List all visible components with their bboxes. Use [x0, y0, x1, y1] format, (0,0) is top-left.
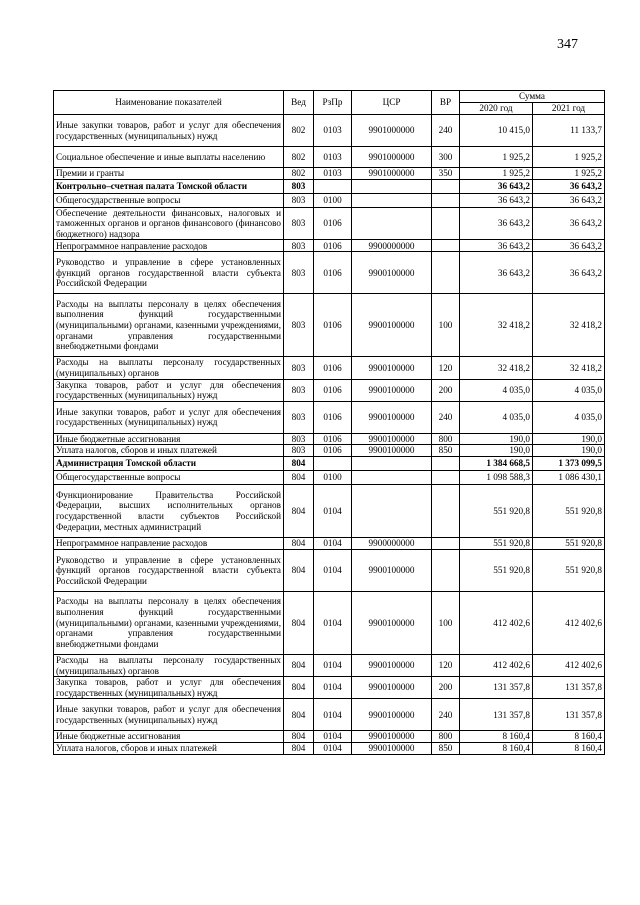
row-rzpr: 0104 — [314, 731, 352, 743]
row-vr — [432, 252, 460, 294]
row-sum-2020: 1 384 668,5 — [460, 456, 533, 470]
row-vr — [432, 207, 460, 240]
row-sum-2020: 551 920,8 — [460, 537, 533, 549]
row-csr: 9900100000 — [352, 294, 432, 357]
row-name: Администрация Томской области — [54, 456, 284, 470]
row-ved: 803 — [284, 207, 314, 240]
row-sum-2021: 32 418,2 — [533, 294, 605, 357]
row-sum-2020: 8 160,4 — [460, 742, 533, 754]
table-row — [54, 433, 605, 445]
table-row — [54, 654, 605, 676]
row-sum-2020: 1 098 588,3 — [460, 470, 533, 484]
row-sum-2021: 36 643,2 — [533, 179, 605, 193]
row-csr: 9900100000 — [352, 677, 432, 699]
row-sum-2021: 551 920,8 — [533, 484, 605, 537]
row-vr: 800 — [432, 433, 460, 445]
row-rzpr: 0104 — [314, 742, 352, 754]
row-ved: 802 — [284, 147, 314, 168]
row-rzpr — [314, 179, 352, 193]
row-sum-2021: 4 035,0 — [533, 401, 605, 433]
row-name: Общегосударственные вопросы — [54, 193, 284, 207]
row-rzpr: 0106 — [314, 379, 352, 401]
row-csr: 9900000000 — [352, 240, 432, 252]
row-sum-2021: 1 925,2 — [533, 147, 605, 168]
budget-table — [53, 90, 605, 755]
table-row — [54, 240, 605, 252]
row-sum-2021: 1 086 430,1 — [533, 470, 605, 484]
row-csr: 9901000000 — [352, 168, 432, 180]
row-csr — [352, 193, 432, 207]
row-vr: 350 — [432, 168, 460, 180]
row-vr: 200 — [432, 379, 460, 401]
row-vr: 200 — [432, 677, 460, 699]
row-ved: 804 — [284, 654, 314, 676]
row-rzpr: 0106 — [314, 445, 352, 457]
row-name: Обеспечение деятельности финансовых, налоговых и таможенных органов и органов финансового (финансово бюджетного) надзора — [54, 207, 284, 240]
table-row — [54, 147, 605, 168]
row-sum-2020: 551 920,8 — [460, 549, 533, 591]
row-vr: 800 — [432, 731, 460, 743]
row-name: Контрольно–счетная палата Томской области — [54, 179, 284, 193]
row-name: Расходы на выплаты персоналу в целях обеспечения выполнения функций государственными (муниципальными) органами, казенными учреждениями, органами управления государственными внебюджетными фондами — [54, 294, 284, 357]
table-body — [54, 115, 605, 755]
row-sum-2021: 36 643,2 — [533, 193, 605, 207]
row-sum-2020: 36 643,2 — [460, 207, 533, 240]
row-rzpr: 0106 — [314, 401, 352, 433]
row-sum-2021: 1 925,2 — [533, 168, 605, 180]
row-ved: 804 — [284, 484, 314, 537]
row-rzpr: 0104 — [314, 484, 352, 537]
row-vr — [432, 456, 460, 470]
row-ved: 803 — [284, 252, 314, 294]
row-ved: 803 — [284, 193, 314, 207]
row-rzpr: 0106 — [314, 240, 352, 252]
row-sum-2021: 190,0 — [533, 445, 605, 457]
row-vr: 100 — [432, 294, 460, 357]
row-csr: 9901000000 — [352, 147, 432, 168]
row-vr — [432, 193, 460, 207]
row-sum-2021: 8 160,4 — [533, 742, 605, 754]
row-name: Социальное обеспечение и иные выплаты населению — [54, 147, 284, 168]
row-ved: 803 — [284, 401, 314, 433]
header-sum: Сумма — [460, 91, 605, 103]
row-sum-2021: 131 357,8 — [533, 677, 605, 699]
row-name: Руководство и управление в сфере установленных функций органов государственной власти субъекта Российской Федерации — [54, 252, 284, 294]
row-vr — [432, 240, 460, 252]
row-ved: 803 — [284, 294, 314, 357]
row-ved: 803 — [284, 179, 314, 193]
row-sum-2020: 36 643,2 — [460, 252, 533, 294]
row-vr: 240 — [432, 401, 460, 433]
table-row — [54, 742, 605, 754]
row-sum-2021: 131 357,8 — [533, 699, 605, 731]
row-name: Иные закупки товаров, работ и услуг для обеспечения государственных (муниципальных) нужд — [54, 115, 284, 147]
row-name: Закупка товаров, работ и услуг для обеспечения государственных (муниципальных) нужд — [54, 379, 284, 401]
row-vr: 120 — [432, 357, 460, 379]
row-sum-2020: 412 402,6 — [460, 591, 533, 654]
row-name: Уплата налогов, сборов и иных платежей — [54, 445, 284, 457]
row-sum-2021: 11 133,7 — [533, 115, 605, 147]
row-csr: 9900100000 — [352, 379, 432, 401]
table-header — [54, 91, 605, 115]
row-sum-2020: 1 925,2 — [460, 168, 533, 180]
row-sum-2020: 1 925,2 — [460, 147, 533, 168]
row-sum-2020: 4 035,0 — [460, 401, 533, 433]
header-ved: Вед — [284, 91, 314, 115]
row-name: Иные бюджетные ассигнования — [54, 731, 284, 743]
header-csr: ЦСР — [352, 91, 432, 115]
header-name: Наименование показателей — [54, 91, 284, 115]
row-sum-2020: 32 418,2 — [460, 357, 533, 379]
row-ved: 803 — [284, 379, 314, 401]
header-vr: ВР — [432, 91, 460, 115]
row-sum-2021: 190,0 — [533, 433, 605, 445]
row-csr: 9900100000 — [352, 654, 432, 676]
row-ved: 804 — [284, 731, 314, 743]
table-row — [54, 445, 605, 457]
row-sum-2020: 32 418,2 — [460, 294, 533, 357]
row-ved: 804 — [284, 470, 314, 484]
row-name: Функционирование Правительства Российской Федерации, высших исполнительных органов государственной власти субъектов Российской Федерации, местных администраций — [54, 484, 284, 537]
row-rzpr: 0104 — [314, 537, 352, 549]
row-csr: 9900100000 — [352, 731, 432, 743]
row-sum-2021: 412 402,6 — [533, 654, 605, 676]
row-ved: 804 — [284, 456, 314, 470]
row-csr: 9900100000 — [352, 591, 432, 654]
row-rzpr: 0100 — [314, 193, 352, 207]
row-sum-2021: 36 643,2 — [533, 240, 605, 252]
row-sum-2021: 551 920,8 — [533, 549, 605, 591]
row-name: Расходы на выплаты персоналу государственных (муниципальных) органов — [54, 654, 284, 676]
row-sum-2020: 4 035,0 — [460, 379, 533, 401]
table-row — [54, 591, 605, 654]
row-sum-2020: 36 643,2 — [460, 240, 533, 252]
row-vr — [432, 537, 460, 549]
row-rzpr: 0106 — [314, 294, 352, 357]
row-name: Непрограммное направление расходов — [54, 537, 284, 549]
table-row — [54, 357, 605, 379]
row-rzpr: 0106 — [314, 252, 352, 294]
row-csr: 9900100000 — [352, 357, 432, 379]
row-csr: 9900100000 — [352, 401, 432, 433]
row-csr — [352, 456, 432, 470]
table-row — [54, 484, 605, 537]
table-row — [54, 252, 605, 294]
row-sum-2020: 10 415,0 — [460, 115, 533, 147]
row-vr: 300 — [432, 147, 460, 168]
row-sum-2020: 131 357,8 — [460, 677, 533, 699]
row-name: Иные закупки товаров, работ и услуг для обеспечения государственных (муниципальных) нужд — [54, 401, 284, 433]
row-vr — [432, 179, 460, 193]
table-row — [54, 179, 605, 193]
row-rzpr: 0104 — [314, 677, 352, 699]
row-vr: 850 — [432, 742, 460, 754]
row-sum-2021: 36 643,2 — [533, 252, 605, 294]
row-name: Закупка товаров, работ и услуг для обеспечения государственных (муниципальных) нужд — [54, 677, 284, 699]
row-ved: 803 — [284, 433, 314, 445]
row-sum-2020: 190,0 — [460, 433, 533, 445]
row-rzpr: 0100 — [314, 470, 352, 484]
row-vr: 240 — [432, 699, 460, 731]
row-vr: 100 — [432, 591, 460, 654]
table-row — [54, 207, 605, 240]
row-vr: 120 — [432, 654, 460, 676]
row-sum-2021: 551 920,8 — [533, 537, 605, 549]
table-row — [54, 537, 605, 549]
row-name: Общегосударственные вопросы — [54, 470, 284, 484]
table-row — [54, 168, 605, 180]
row-ved: 804 — [284, 699, 314, 731]
table-row — [54, 294, 605, 357]
row-vr — [432, 549, 460, 591]
row-csr: 9900100000 — [352, 252, 432, 294]
table-row — [54, 699, 605, 731]
row-csr — [352, 179, 432, 193]
row-ved: 803 — [284, 445, 314, 457]
row-name: Расходы на выплаты персоналу государственных (муниципальных) органов — [54, 357, 284, 379]
row-rzpr: 0104 — [314, 591, 352, 654]
row-vr: 850 — [432, 445, 460, 457]
row-sum-2020: 190,0 — [460, 445, 533, 457]
row-rzpr: 0106 — [314, 207, 352, 240]
row-sum-2020: 412 402,6 — [460, 654, 533, 676]
row-csr — [352, 470, 432, 484]
row-name: Уплата налогов, сборов и иных платежей — [54, 742, 284, 754]
row-name: Иные закупки товаров, работ и услуг для обеспечения государственных (муниципальных) нужд — [54, 699, 284, 731]
table-row — [54, 549, 605, 591]
header-year-2021: 2021 год — [533, 103, 605, 115]
row-csr: 9901000000 — [352, 115, 432, 147]
row-rzpr: 0104 — [314, 549, 352, 591]
row-csr — [352, 484, 432, 537]
table-row — [54, 731, 605, 743]
row-rzpr: 0103 — [314, 115, 352, 147]
row-sum-2021: 412 402,6 — [533, 591, 605, 654]
row-sum-2020: 36 643,2 — [460, 179, 533, 193]
row-ved: 804 — [284, 549, 314, 591]
row-name: Руководство и управление в сфере установленных функций органов государственной власти субъекта Российской Федерации — [54, 549, 284, 591]
row-ved: 804 — [284, 537, 314, 549]
row-rzpr: 0104 — [314, 654, 352, 676]
row-vr: 240 — [432, 115, 460, 147]
table-row — [54, 677, 605, 699]
row-csr: 9900100000 — [352, 445, 432, 457]
row-rzpr — [314, 456, 352, 470]
row-csr: 9900100000 — [352, 699, 432, 731]
table-row — [54, 193, 605, 207]
table-row — [54, 456, 605, 470]
row-sum-2020: 551 920,8 — [460, 484, 533, 537]
row-sum-2021: 1 373 099,5 — [533, 456, 605, 470]
row-ved: 804 — [284, 742, 314, 754]
row-ved: 803 — [284, 240, 314, 252]
row-csr: 9900000000 — [352, 537, 432, 549]
table-row — [54, 115, 605, 147]
row-csr — [352, 207, 432, 240]
row-rzpr: 0106 — [314, 357, 352, 379]
table-row — [54, 470, 605, 484]
table-row — [54, 401, 605, 433]
table-row — [54, 379, 605, 401]
row-sum-2021: 8 160,4 — [533, 731, 605, 743]
row-csr: 9900100000 — [352, 433, 432, 445]
row-sum-2020: 36 643,2 — [460, 193, 533, 207]
row-ved: 804 — [284, 591, 314, 654]
row-name: Иные бюджетные ассигнования — [54, 433, 284, 445]
row-sum-2021: 36 643,2 — [533, 207, 605, 240]
row-sum-2021: 32 418,2 — [533, 357, 605, 379]
row-name: Непрограммное направление расходов — [54, 240, 284, 252]
page-number: 347 — [557, 37, 578, 52]
header-year-2020: 2020 год — [460, 103, 533, 115]
row-sum-2020: 8 160,4 — [460, 731, 533, 743]
row-rzpr: 0106 — [314, 433, 352, 445]
row-csr: 9900100000 — [352, 549, 432, 591]
row-ved: 802 — [284, 168, 314, 180]
row-rzpr: 0104 — [314, 699, 352, 731]
row-name: Расходы на выплаты персоналу в целях обеспечения выполнения функций государственными (муниципальными) органами, казенными учреждениями, органами управления государственными внебюджетными фондами — [54, 591, 284, 654]
row-sum-2021: 4 035,0 — [533, 379, 605, 401]
row-vr — [432, 470, 460, 484]
header-rzpr: РзПр — [314, 91, 352, 115]
row-name: Премии и гранты — [54, 168, 284, 180]
row-ved: 804 — [284, 677, 314, 699]
row-rzpr: 0103 — [314, 147, 352, 168]
row-rzpr: 0103 — [314, 168, 352, 180]
row-ved: 802 — [284, 115, 314, 147]
row-csr: 9900100000 — [352, 742, 432, 754]
row-ved: 803 — [284, 357, 314, 379]
row-vr — [432, 484, 460, 537]
row-sum-2020: 131 357,8 — [460, 699, 533, 731]
